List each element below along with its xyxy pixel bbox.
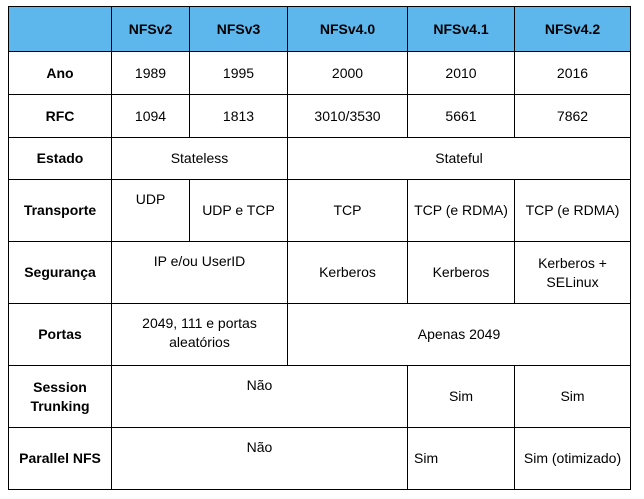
cell-seguranca-ip-userid: IP e/ou UserID <box>112 242 288 304</box>
row-label-session-trunking: Session Trunking <box>9 366 112 428</box>
cell-ano-nfsv2: 1989 <box>112 52 190 95</box>
nfs-versions-table <box>8 6 631 490</box>
row-label-portas: Portas <box>9 304 112 366</box>
cell-estado-stateful: Stateful <box>288 138 631 180</box>
cell-transporte-nfsv3: UDP e TCP <box>190 180 288 242</box>
cell-seguranca-nfsv4-0: Kerberos <box>288 242 408 304</box>
row-session-trunking <box>9 366 631 428</box>
cell-portas-v4: Apenas 2049 <box>288 304 631 366</box>
cell-estado-stateless: Stateless <box>112 138 288 180</box>
row-label-ano: Ano <box>9 52 112 95</box>
cell-rfc-nfsv4-0: 3010/3530 <box>288 95 408 138</box>
header-nfsv3: NFSv3 <box>190 7 288 52</box>
header-row <box>9 7 631 52</box>
row-label-estado: Estado <box>9 138 112 180</box>
cell-seguranca-nfsv4-2: Kerberos + SELinux <box>515 242 631 304</box>
cell-session-trunking-nao: Não <box>112 366 408 428</box>
cell-seguranca-nfsv4-1: Kerberos <box>408 242 515 304</box>
cell-portas-v2-v3: 2049, 111 e portas aleatórios <box>112 304 288 366</box>
row-transporte <box>9 180 631 242</box>
cell-parallel-nfs-nfsv4-2: Sim (otimizado) <box>515 428 631 490</box>
cell-parallel-nfs-nfsv4-1: Sim <box>408 428 515 490</box>
row-rfc <box>9 95 631 138</box>
cell-ano-nfsv4-2: 2016 <box>515 52 631 95</box>
row-label-transporte: Transporte <box>9 180 112 242</box>
header-nfsv4-0: NFSv4.0 <box>288 7 408 52</box>
row-ano <box>9 52 631 95</box>
row-label-seguranca: Segurança <box>9 242 112 304</box>
cell-session-trunking-nfsv4-2: Sim <box>515 366 631 428</box>
row-parallel-nfs <box>9 428 631 490</box>
cell-parallel-nfs-nao: Não <box>112 428 408 490</box>
cell-transporte-nfsv4-2: TCP (e RDMA) <box>515 180 631 242</box>
row-seguranca <box>9 242 631 304</box>
cell-ano-nfsv3: 1995 <box>190 52 288 95</box>
cell-transporte-nfsv4-1: TCP (e RDMA) <box>408 180 515 242</box>
row-portas <box>9 304 631 366</box>
cell-transporte-nfsv2: UDP <box>112 180 190 242</box>
header-nfsv4-2: NFSv4.2 <box>515 7 631 52</box>
cell-rfc-nfsv4-1: 5661 <box>408 95 515 138</box>
row-label-parallel-nfs: Parallel NFS <box>9 428 112 490</box>
header-nfsv4-1: NFSv4.1 <box>408 7 515 52</box>
cell-ano-nfsv4-1: 2010 <box>408 52 515 95</box>
row-label-rfc: RFC <box>9 95 112 138</box>
header-nfsv2: NFSv2 <box>112 7 190 52</box>
cell-session-trunking-nfsv4-1: Sim <box>408 366 515 428</box>
header-corner <box>9 7 112 52</box>
cell-ano-nfsv4-0: 2000 <box>288 52 408 95</box>
cell-transporte-nfsv4-0: TCP <box>288 180 408 242</box>
cell-rfc-nfsv2: 1094 <box>112 95 190 138</box>
cell-rfc-nfsv4-2: 7862 <box>515 95 631 138</box>
cell-rfc-nfsv3: 1813 <box>190 95 288 138</box>
row-estado <box>9 138 631 180</box>
